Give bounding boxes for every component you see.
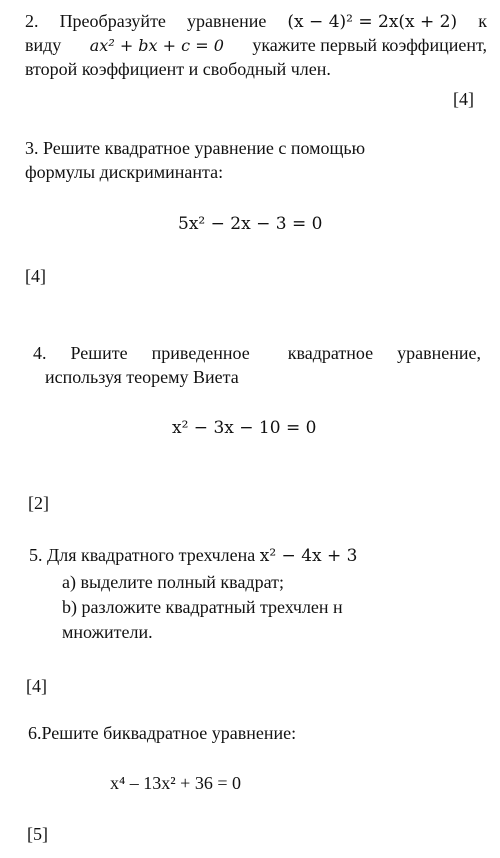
q5-line1: [29, 544, 357, 568]
q5-part-b: b) разложите квадратный трехчлен н: [62, 597, 343, 617]
q4-equation: x² − 3x − 10 = 0: [172, 418, 317, 438]
q2-number: 2.: [25, 11, 39, 31]
q2-equation: (x − 4)² = 2x(x + 2): [287, 12, 458, 32]
q4-word-reduced: приведенное: [151, 343, 250, 363]
q5-part-b-cont: множители.: [62, 622, 153, 642]
q4-word-quadratic: квадратное: [287, 343, 374, 363]
q2-word-transform: Преобразуйте: [59, 11, 166, 31]
q5-prompt: 5. Для квадратного трехчлена: [29, 545, 256, 565]
q2-word-to: к: [478, 11, 487, 31]
q4-number: 4.: [33, 343, 47, 363]
q2-line3: второй коэффициент и свободный член.: [25, 59, 331, 79]
q2-score: [4]: [453, 89, 474, 109]
q3-score: [4]: [25, 266, 46, 286]
q5-score: [4]: [26, 676, 47, 696]
q3-line2: формулы дискриминанта:: [25, 162, 224, 182]
q4-line2: используя теорему Виета: [45, 367, 239, 387]
q5-part-a: a) выделите полный квадрат;: [62, 572, 284, 592]
q6-line1: 6.Решите биквадратное уравнение:: [28, 723, 297, 743]
q4-word-solve: Решите: [70, 343, 128, 363]
q5-polynomial: x² − 4x + 3: [259, 546, 358, 566]
q2-line1: [25, 10, 487, 34]
q6-equation: x⁴ – 13x² + 36 = 0: [110, 773, 241, 793]
q3-equation: 5x² − 2x − 3 = 0: [178, 214, 323, 234]
q6-score: [5]: [27, 824, 48, 844]
q2-line2: [25, 34, 487, 57]
q2-word-form: виду: [25, 35, 62, 55]
q4-word-equation: уравнение,: [397, 343, 481, 363]
q4-line1: [33, 342, 481, 365]
q3-line1: 3. Решите квадратное уравнение с помощью: [25, 138, 366, 158]
q2-instruction: укажите первый коэффициент,: [252, 35, 487, 55]
q4-score: [2]: [28, 493, 49, 513]
q2-standard-form: ax² + bx + c = 0: [89, 36, 224, 55]
q2-word-equation: уравнение: [186, 11, 267, 31]
